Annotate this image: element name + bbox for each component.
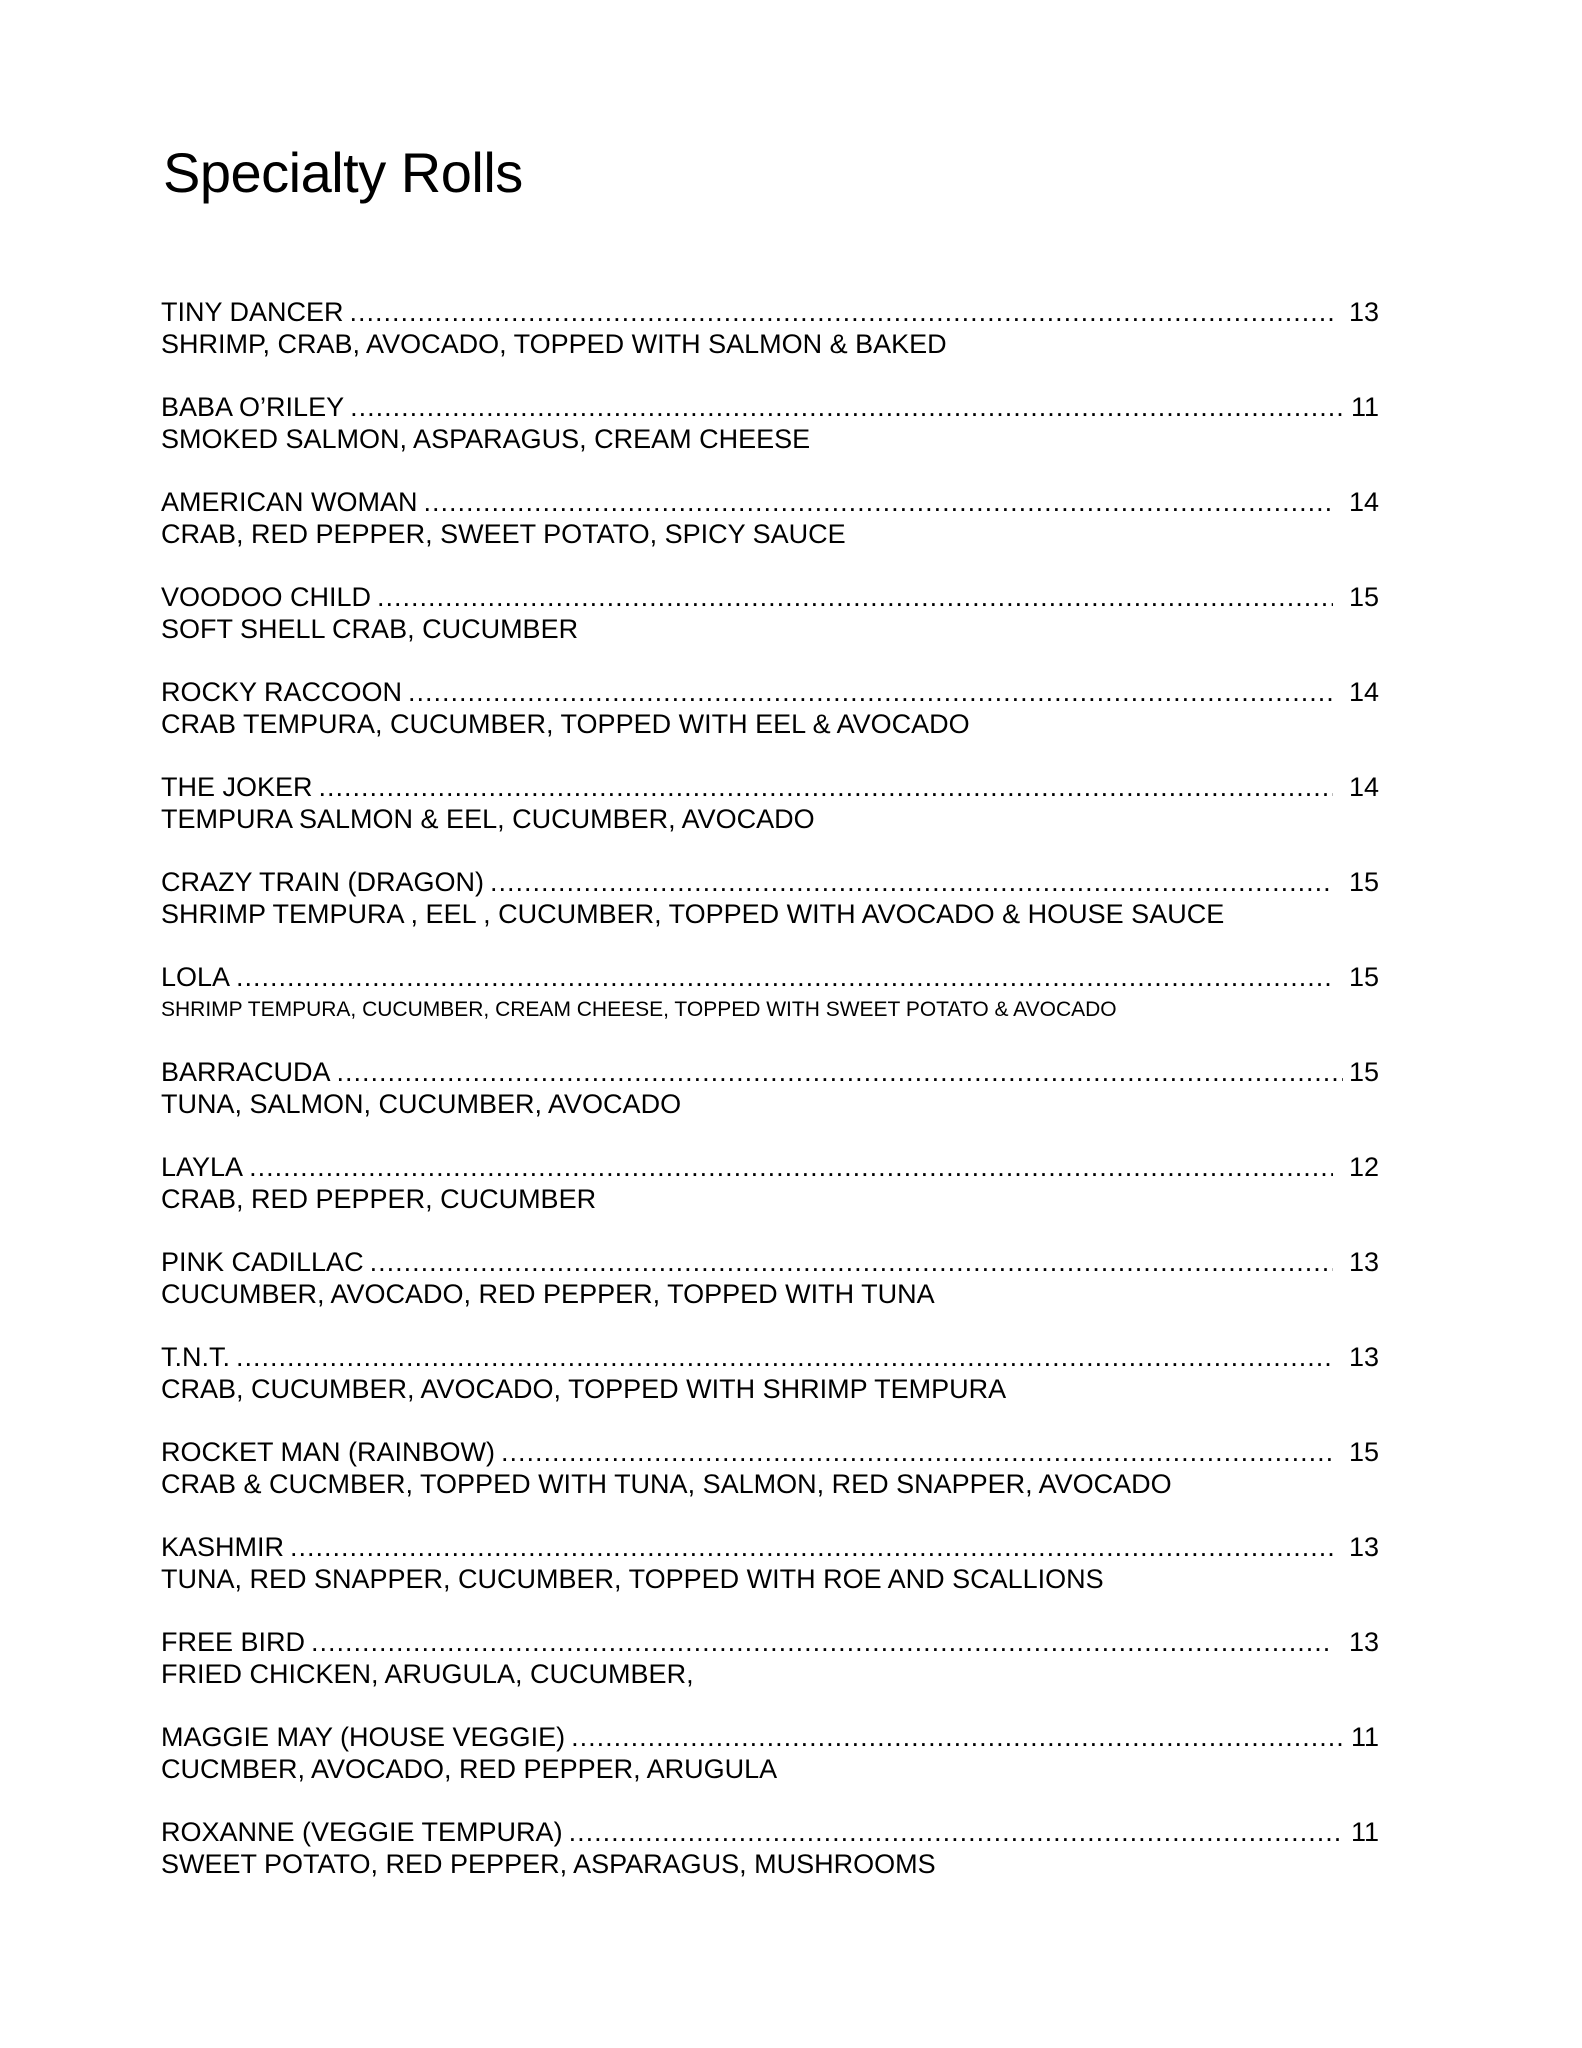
dot-leader	[424, 486, 1334, 518]
dot-leader	[501, 1436, 1333, 1468]
item-description: SHRIMP TEMPURA , EEL , CUCUMBER, TOPPED WITH AVOCADO & HOUSE SAUCE	[161, 899, 1225, 929]
item-price: 11	[1350, 392, 1379, 422]
item-price: 13	[1348, 1342, 1379, 1372]
item-name: LOLA	[161, 962, 231, 992]
dot-leader	[290, 1531, 1333, 1563]
item-description: SOFT SHELL CRAB, CUCUMBER	[161, 614, 579, 644]
menu-item	[161, 1436, 1386, 1531]
item-name-line	[161, 1436, 1379, 1468]
item-name: THE JOKER	[161, 772, 313, 802]
menu-item	[161, 1341, 1386, 1436]
item-description: SHRIMP, CRAB, AVOCADO, TOPPED WITH SALMON & BAKED	[161, 329, 947, 359]
item-name: ROCKY RACCOON	[161, 677, 403, 707]
dot-leader	[408, 676, 1333, 708]
dot-leader	[249, 1151, 1333, 1183]
menu-item	[161, 486, 1386, 581]
item-name-line	[161, 866, 1379, 898]
item-name-line	[161, 581, 1379, 613]
menu-item	[161, 1721, 1386, 1816]
menu-item	[161, 1531, 1386, 1626]
item-price: 15	[1348, 867, 1379, 897]
item-name-line	[161, 296, 1379, 328]
dot-leader	[236, 1341, 1333, 1373]
item-price: 15	[1348, 582, 1379, 612]
item-name: ROXANNE (VEGGIE TEMPURA)	[161, 1817, 563, 1847]
item-name: AMERICAN WOMAN	[161, 487, 418, 517]
item-description: TUNA, SALMON, CUCUMBER, AVOCADO	[161, 1089, 682, 1119]
item-name-line	[161, 1246, 1379, 1278]
item-description: CUCUMBER, AVOCADO, RED PEPPER, TOPPED WITH TUNA	[161, 1279, 935, 1309]
item-description: CRAB, CUCUMBER, AVOCADO, TOPPED WITH SHRIMP TEMPURA	[161, 1374, 1007, 1404]
item-description: TEMPURA SALMON & EEL, CUCUMBER, AVOCADO	[161, 804, 815, 834]
item-price: 13	[1348, 1247, 1379, 1277]
item-description: SWEET POTATO, RED PEPPER, ASPARAGUS, MUSHROOMS	[161, 1849, 936, 1879]
menu-item	[161, 1151, 1386, 1246]
item-name: KASHMIR	[161, 1532, 285, 1562]
page-title: Specialty Rolls	[163, 141, 523, 204]
dot-leader	[350, 296, 1333, 328]
dot-leader	[490, 866, 1333, 898]
menu-item	[161, 581, 1386, 676]
item-description: SMOKED SALMON, ASPARAGUS, CREAM CHEESE	[161, 424, 811, 454]
item-name: TINY DANCER	[161, 297, 344, 327]
menu-item	[161, 961, 1386, 1056]
menu-item	[161, 676, 1386, 771]
dot-leader	[571, 1721, 1343, 1753]
item-name-line	[161, 1151, 1379, 1183]
item-name-line	[161, 1531, 1379, 1563]
menu-item	[161, 1626, 1386, 1721]
item-price: 13	[1348, 1532, 1379, 1562]
menu-list	[161, 296, 1386, 1911]
item-name: LAYLA	[161, 1152, 244, 1182]
item-description: FRIED CHICKEN, ARUGULA, CUCUMBER,	[161, 1659, 694, 1689]
item-description: CRAB TEMPURA, CUCUMBER, TOPPED WITH EEL & AVOCADO	[161, 709, 970, 739]
dot-leader	[377, 581, 1333, 613]
dot-leader	[370, 1246, 1333, 1278]
item-name-line	[161, 1341, 1379, 1373]
item-price: 14	[1348, 487, 1379, 517]
item-name-line	[161, 771, 1379, 803]
item-price: 13	[1348, 1627, 1379, 1657]
menu-item	[161, 1816, 1386, 1911]
item-name-line	[161, 676, 1379, 708]
menu-item	[161, 1056, 1386, 1151]
item-name: FREE BIRD	[161, 1627, 306, 1657]
item-name: MAGGIE MAY (HOUSE VEGGIE)	[161, 1722, 566, 1752]
menu-item	[161, 1246, 1386, 1341]
item-name-line	[161, 961, 1379, 993]
item-name-line	[161, 1626, 1379, 1658]
item-price: 14	[1348, 677, 1379, 707]
menu-item	[161, 866, 1386, 961]
item-price: 15	[1348, 962, 1379, 992]
item-name: PINK CADILLAC	[161, 1247, 364, 1277]
item-name-line	[161, 1721, 1379, 1753]
item-price: 11	[1350, 1722, 1379, 1752]
item-price: 15	[1348, 1057, 1379, 1087]
item-name-line	[161, 391, 1379, 423]
item-description: TUNA, RED SNAPPER, CUCUMBER, TOPPED WITH ROE AND SCALLIONS	[161, 1564, 1104, 1594]
dot-leader	[319, 771, 1333, 803]
dot-leader	[236, 961, 1333, 993]
menu-item	[161, 296, 1386, 391]
item-description: SHRIMP TEMPURA, CUCUMBER, CREAM CHEESE, TOPPED WITH SWEET POTATO & AVOCADO	[161, 998, 1117, 1021]
dot-leader	[337, 1056, 1343, 1088]
item-name: T.N.T.	[161, 1342, 231, 1372]
item-description: CRAB, RED PEPPER, SWEET POTATO, SPICY SAUCE	[161, 519, 846, 549]
item-name: VOODOO CHILD	[161, 582, 372, 612]
item-name-line	[161, 486, 1379, 518]
item-price: 12	[1348, 1152, 1379, 1182]
item-name: CRAZY TRAIN (DRAGON)	[161, 867, 485, 897]
dot-leader	[311, 1626, 1333, 1658]
item-price: 15	[1348, 1437, 1379, 1467]
dot-leader	[350, 391, 1343, 423]
item-name-line	[161, 1816, 1379, 1848]
item-price: 14	[1348, 772, 1379, 802]
menu-item	[161, 771, 1386, 866]
item-name: ROCKET MAN (RAINBOW)	[161, 1437, 496, 1467]
dot-leader	[569, 1816, 1343, 1848]
menu-item	[161, 391, 1386, 486]
item-name: BARRACUDA	[161, 1057, 331, 1087]
item-name-line	[161, 1056, 1379, 1088]
item-name: BABA O’RILEY	[161, 392, 345, 422]
item-price: 11	[1350, 1817, 1379, 1847]
item-price: 13	[1348, 297, 1379, 327]
item-description: CRAB & CUCMBER, TOPPED WITH TUNA, SALMON, RED SNAPPER, AVOCADO	[161, 1469, 1172, 1499]
item-description: CUCMBER, AVOCADO, RED PEPPER, ARUGULA	[161, 1754, 778, 1784]
item-description: CRAB, RED PEPPER, CUCUMBER	[161, 1184, 597, 1214]
